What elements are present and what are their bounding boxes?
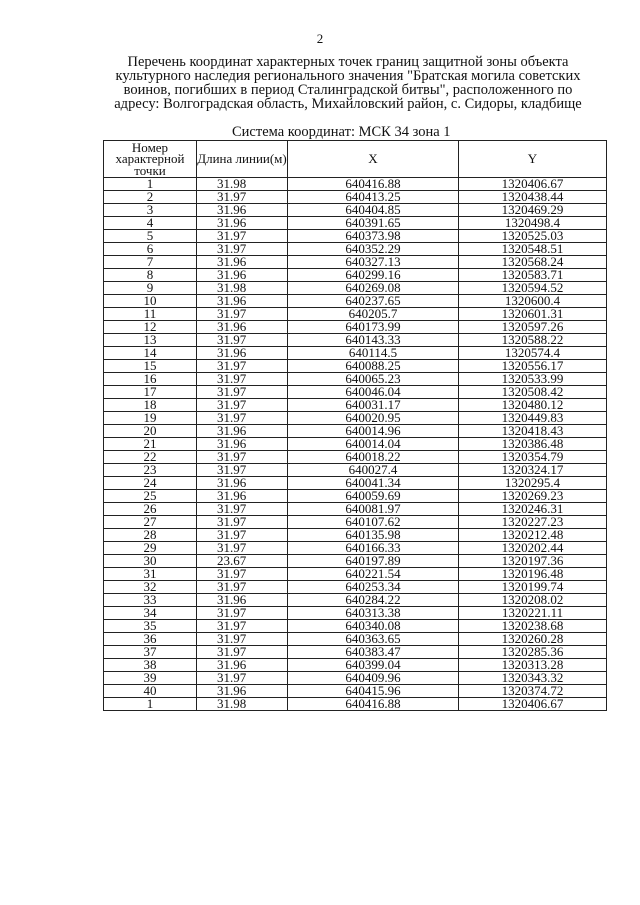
cell-point-number: 10	[104, 295, 197, 308]
cell-y: 1320313.28	[459, 659, 607, 672]
cell-y: 1320418.43	[459, 425, 607, 438]
cell-x: 640413.25	[288, 191, 459, 204]
table-row	[104, 243, 607, 256]
cell-line-length: 31.96	[197, 685, 288, 698]
title-line: Перечень координат характерных точек границ защитной зоны объекта	[127, 54, 569, 70]
cell-point-number: 1	[104, 698, 197, 711]
coordinates-table	[103, 140, 607, 711]
cell-point-number: 28	[104, 529, 197, 542]
cell-line-length: 31.96	[197, 425, 288, 438]
cell-x: 640031.17	[288, 399, 459, 412]
table-row	[104, 464, 607, 477]
cell-line-length: 23.67	[197, 555, 288, 568]
table-row	[104, 542, 607, 555]
cell-line-length: 31.96	[197, 321, 288, 334]
cell-line-length: 31.97	[197, 581, 288, 594]
cell-y: 1320197.36	[459, 555, 607, 568]
cell-x: 640166.33	[288, 542, 459, 555]
cell-y: 1320260.28	[459, 633, 607, 646]
cell-point-number: 17	[104, 386, 197, 399]
coordinate-system-caption: Система координат: МСК 34 зона 1	[232, 124, 451, 140]
cell-line-length: 31.98	[197, 698, 288, 711]
cell-y: 1320600.4	[459, 295, 607, 308]
cell-x: 640363.65	[288, 633, 459, 646]
table-row	[104, 646, 607, 659]
cell-point-number: 12	[104, 321, 197, 334]
table-row	[104, 217, 607, 230]
cell-line-length: 31.96	[197, 594, 288, 607]
table-row	[104, 230, 607, 243]
cell-x: 640020.95	[288, 412, 459, 425]
cell-point-number: 27	[104, 516, 197, 529]
cell-x: 640027.4	[288, 464, 459, 477]
table-row	[104, 607, 607, 620]
cell-line-length: 31.96	[197, 438, 288, 451]
cell-y: 1320227.23	[459, 516, 607, 529]
cell-x: 640237.65	[288, 295, 459, 308]
table-row	[104, 204, 607, 217]
table-row	[104, 451, 607, 464]
cell-y: 1320469.29	[459, 204, 607, 217]
cell-line-length: 31.97	[197, 503, 288, 516]
cell-y: 1320208.02	[459, 594, 607, 607]
table-row	[104, 412, 607, 425]
cell-y: 1320548.51	[459, 243, 607, 256]
cell-point-number: 36	[104, 633, 197, 646]
cell-point-number: 2	[104, 191, 197, 204]
table-row	[104, 672, 607, 685]
page-number: 2	[316, 31, 324, 46]
table-row	[104, 477, 607, 490]
cell-line-length: 31.98	[197, 178, 288, 191]
cell-x: 640399.04	[288, 659, 459, 672]
table-body	[104, 178, 607, 711]
cell-point-number: 20	[104, 425, 197, 438]
cell-y: 1320594.52	[459, 282, 607, 295]
cell-x: 640416.88	[288, 178, 459, 191]
cell-line-length: 31.96	[197, 256, 288, 269]
cell-point-number: 13	[104, 334, 197, 347]
cell-line-length: 31.97	[197, 646, 288, 659]
cell-line-length: 31.97	[197, 386, 288, 399]
cell-x: 640107.62	[288, 516, 459, 529]
cell-y: 1320386.48	[459, 438, 607, 451]
cell-point-number: 32	[104, 581, 197, 594]
cell-line-length: 31.96	[197, 347, 288, 360]
cell-point-number: 34	[104, 607, 197, 620]
table-row	[104, 295, 607, 308]
cell-x: 640014.04	[288, 438, 459, 451]
cell-y: 1320568.24	[459, 256, 607, 269]
cell-y: 1320238.68	[459, 620, 607, 633]
table-row	[104, 503, 607, 516]
cell-y: 1320597.26	[459, 321, 607, 334]
cell-x: 640391.65	[288, 217, 459, 230]
table-row	[104, 269, 607, 282]
cell-x: 640088.25	[288, 360, 459, 373]
cell-line-length: 31.97	[197, 451, 288, 464]
table-row	[104, 399, 607, 412]
cell-point-number: 7	[104, 256, 197, 269]
cell-x: 640253.34	[288, 581, 459, 594]
cell-point-number: 37	[104, 646, 197, 659]
cell-point-number: 31	[104, 568, 197, 581]
table-row	[104, 438, 607, 451]
cell-y: 1320438.44	[459, 191, 607, 204]
cell-y: 1320374.72	[459, 685, 607, 698]
cell-x: 640114.5	[288, 347, 459, 360]
cell-x: 640352.29	[288, 243, 459, 256]
cell-x: 640221.54	[288, 568, 459, 581]
cell-point-number: 4	[104, 217, 197, 230]
cell-x: 640327.13	[288, 256, 459, 269]
table-row	[104, 659, 607, 672]
cell-line-length: 31.97	[197, 542, 288, 555]
cell-line-length: 31.97	[197, 672, 288, 685]
cell-y: 1320588.22	[459, 334, 607, 347]
cell-x: 640415.96	[288, 685, 459, 698]
cell-x: 640299.16	[288, 269, 459, 282]
table-row	[104, 633, 607, 646]
cell-point-number: 21	[104, 438, 197, 451]
cell-line-length: 31.96	[197, 269, 288, 282]
cell-line-length: 31.98	[197, 282, 288, 295]
cell-y: 1320196.48	[459, 568, 607, 581]
cell-point-number: 38	[104, 659, 197, 672]
cell-line-length: 31.97	[197, 529, 288, 542]
cell-line-length: 31.97	[197, 191, 288, 204]
cell-point-number: 40	[104, 685, 197, 698]
table-row	[104, 373, 607, 386]
table-row	[104, 685, 607, 698]
cell-y: 1320285.36	[459, 646, 607, 659]
cell-y: 1320269.23	[459, 490, 607, 503]
cell-point-number: 30	[104, 555, 197, 568]
cell-y: 1320221.11	[459, 607, 607, 620]
cell-x: 640340.08	[288, 620, 459, 633]
table-row	[104, 347, 607, 360]
cell-y: 1320324.17	[459, 464, 607, 477]
cell-x: 640404.85	[288, 204, 459, 217]
cell-point-number: 22	[104, 451, 197, 464]
table-row	[104, 568, 607, 581]
table-row	[104, 256, 607, 269]
cell-x: 640081.97	[288, 503, 459, 516]
title-line: воинов, погибших в период Сталинградской битвы", расположенного по	[123, 82, 573, 98]
cell-point-number: 14	[104, 347, 197, 360]
cell-y: 1320508.42	[459, 386, 607, 399]
cell-line-length: 31.97	[197, 399, 288, 412]
cell-y: 1320199.74	[459, 581, 607, 594]
cell-line-length: 31.96	[197, 295, 288, 308]
cell-y: 1320246.31	[459, 503, 607, 516]
cell-x: 640143.33	[288, 334, 459, 347]
cell-x: 640197.89	[288, 555, 459, 568]
cell-line-length: 31.97	[197, 373, 288, 386]
cell-point-number: 6	[104, 243, 197, 256]
cell-line-length: 31.97	[197, 230, 288, 243]
cell-x: 640135.98	[288, 529, 459, 542]
cell-point-number: 3	[104, 204, 197, 217]
cell-point-number: 1	[104, 178, 197, 191]
table-row	[104, 529, 607, 542]
table-row	[104, 360, 607, 373]
cell-point-number: 18	[104, 399, 197, 412]
cell-line-length: 31.97	[197, 360, 288, 373]
table-row	[104, 191, 607, 204]
cell-x: 640416.88	[288, 698, 459, 711]
cell-x: 640269.08	[288, 282, 459, 295]
cell-x: 640373.98	[288, 230, 459, 243]
cell-line-length: 31.97	[197, 633, 288, 646]
cell-x: 640409.96	[288, 672, 459, 685]
cell-y: 1320449.83	[459, 412, 607, 425]
cell-y: 1320354.79	[459, 451, 607, 464]
cell-point-number: 5	[104, 230, 197, 243]
cell-line-length: 31.96	[197, 217, 288, 230]
cell-point-number: 8	[104, 269, 197, 282]
cell-point-number: 39	[104, 672, 197, 685]
cell-y: 1320212.48	[459, 529, 607, 542]
cell-line-length: 31.97	[197, 607, 288, 620]
table-row	[104, 594, 607, 607]
cell-line-length: 31.97	[197, 620, 288, 633]
cell-y: 1320295.4	[459, 477, 607, 490]
cell-line-length: 31.97	[197, 516, 288, 529]
cell-y: 1320498.4	[459, 217, 607, 230]
cell-y: 1320480.12	[459, 399, 607, 412]
cell-x: 640065.23	[288, 373, 459, 386]
cell-x: 640205.7	[288, 308, 459, 321]
cell-line-length: 31.96	[197, 490, 288, 503]
table-row	[104, 308, 607, 321]
cell-point-number: 15	[104, 360, 197, 373]
cell-x: 640059.69	[288, 490, 459, 503]
cell-x: 640014.96	[288, 425, 459, 438]
cell-x: 640383.47	[288, 646, 459, 659]
table-row	[104, 425, 607, 438]
cell-x: 640173.99	[288, 321, 459, 334]
cell-y: 1320525.03	[459, 230, 607, 243]
cell-y: 1320533.99	[459, 373, 607, 386]
table-row	[104, 334, 607, 347]
cell-y: 1320583.71	[459, 269, 607, 282]
table-row	[104, 282, 607, 295]
cell-point-number: 9	[104, 282, 197, 295]
cell-y: 1320601.31	[459, 308, 607, 321]
table-row	[104, 386, 607, 399]
table-row	[104, 620, 607, 633]
cell-point-number: 29	[104, 542, 197, 555]
cell-line-length: 31.97	[197, 308, 288, 321]
cell-x: 640046.04	[288, 386, 459, 399]
table-row	[104, 581, 607, 594]
cell-line-length: 31.96	[197, 477, 288, 490]
cell-line-length: 31.96	[197, 204, 288, 217]
cell-x: 640018.22	[288, 451, 459, 464]
table-row	[104, 516, 607, 529]
cell-y: 1320343.32	[459, 672, 607, 685]
cell-x: 640313.38	[288, 607, 459, 620]
cell-point-number: 24	[104, 477, 197, 490]
table-row	[104, 555, 607, 568]
cell-point-number: 25	[104, 490, 197, 503]
document-title	[88, 55, 608, 111]
title-line: культурного наследия регионального значения "Братская могила советских	[115, 68, 581, 84]
table-row	[104, 178, 607, 191]
header-point-number: Номер характерной точки	[104, 141, 197, 178]
cell-point-number: 35	[104, 620, 197, 633]
cell-line-length: 31.97	[197, 464, 288, 477]
table-row	[104, 321, 607, 334]
cell-y: 1320574.4	[459, 347, 607, 360]
cell-y: 1320202.44	[459, 542, 607, 555]
cell-line-length: 31.97	[197, 412, 288, 425]
cell-point-number: 11	[104, 308, 197, 321]
cell-x: 640284.22	[288, 594, 459, 607]
header-x: X	[288, 141, 459, 178]
cell-line-length: 31.97	[197, 334, 288, 347]
cell-line-length: 31.97	[197, 243, 288, 256]
header-line-length: Длина линии(м)	[197, 141, 288, 178]
cell-x: 640041.34	[288, 477, 459, 490]
cell-y: 1320406.67	[459, 178, 607, 191]
cell-line-length: 31.96	[197, 659, 288, 672]
cell-line-length: 31.97	[197, 568, 288, 581]
cell-point-number: 26	[104, 503, 197, 516]
cell-point-number: 33	[104, 594, 197, 607]
cell-point-number: 23	[104, 464, 197, 477]
cell-y: 1320406.67	[459, 698, 607, 711]
cell-point-number: 16	[104, 373, 197, 386]
table-header-row	[104, 141, 607, 178]
cell-point-number: 19	[104, 412, 197, 425]
title-line: адресу: Волгоградская область, Михайловский район, с. Сидоры, кладбище	[114, 96, 582, 112]
table-row	[104, 490, 607, 503]
table-row	[104, 698, 607, 711]
cell-y: 1320556.17	[459, 360, 607, 373]
header-y: Y	[459, 141, 607, 178]
